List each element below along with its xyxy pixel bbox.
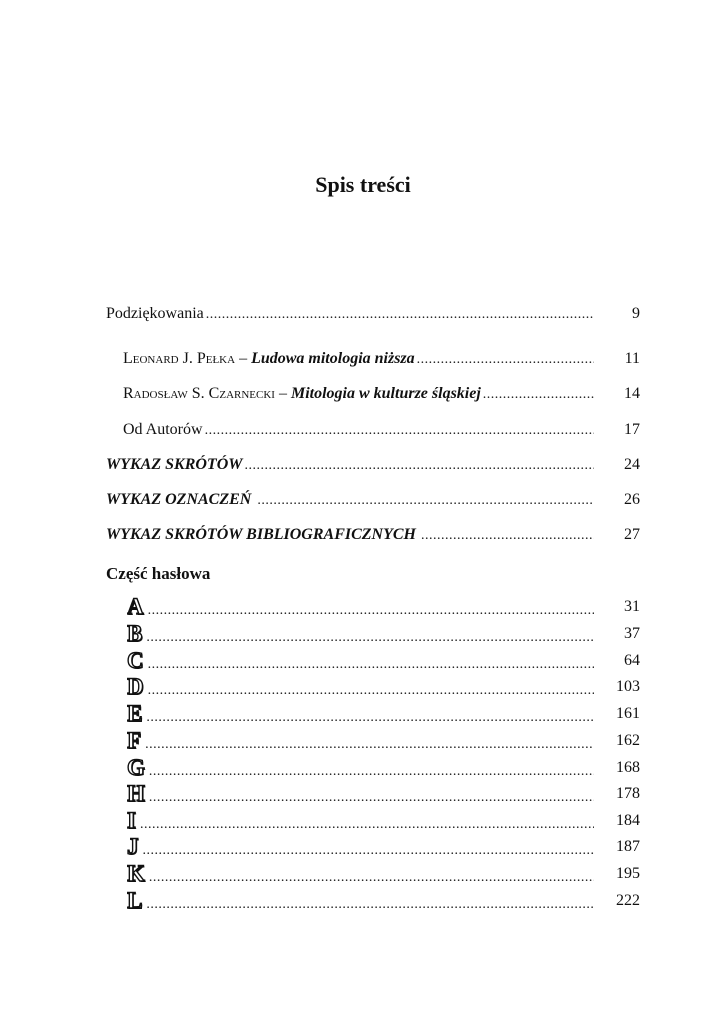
toc-page-number: 26 [624,491,640,508]
leader-dots [244,454,594,477]
toc-entry-letter-k[interactable] [0,862,726,886]
toc-page-number: 24 [624,456,640,473]
ornamental-letter: H [127,782,145,806]
leader-dots [149,866,594,886]
toc-author: Radosław S. Czarnecki [123,385,275,402]
toc-entry-letter-a[interactable] [0,595,726,619]
toc-page-number: 178 [616,785,640,802]
toc-author: Leonard J. Pełka [123,350,236,367]
leader-dots [146,893,594,913]
toc-entry-pelka[interactable] [0,347,726,371]
toc-entry-wykaz-oznaczen[interactable] [0,488,726,512]
leader-dots [421,524,594,547]
ornamental-letter: L [127,889,143,913]
toc-page-number: 103 [616,678,640,695]
toc-entry-label [123,347,415,371]
toc-page-number: 195 [616,865,640,882]
leader-dots [205,419,594,442]
leader-dots [206,303,594,326]
toc-entry-label: Od Autorów [123,421,203,438]
toc-entry-wykaz-skrotow[interactable] [0,453,726,477]
toc-entry-letter-b[interactable] [0,622,726,646]
toc-page-number: 9 [632,305,640,322]
toc-page-number: 168 [616,759,640,776]
section-title: Część hasłowa [106,564,211,583]
toc-entry-od-autorow[interactable] [0,418,726,442]
leader-dots [149,760,594,780]
ornamental-letter: G [127,756,145,780]
leader-dots [148,653,594,673]
toc-page-number: 162 [616,732,640,749]
ornamental-letter: F [127,729,142,753]
toc-page-number: 222 [616,892,640,909]
toc-page-number: 27 [624,526,640,543]
ornamental-letter: C [127,649,144,673]
toc-entry-label: WYKAZ OZNACZEŃ [106,491,252,508]
toc-entry-label [123,382,481,406]
leader-dots [257,489,594,512]
leader-dots [146,706,594,726]
leader-dots [483,383,594,406]
toc-page-number: 184 [616,812,640,829]
ornamental-letter: I [127,809,136,833]
toc-entry-letter-f[interactable] [0,729,726,753]
toc-entry-letter-j[interactable] [0,835,726,859]
toc-work-title: Ludowa mitologia niższa [251,350,415,367]
toc-entry-podziekowania[interactable] [0,302,726,326]
toc-work-title: Mitologia w kulturze śląskiej [290,385,481,402]
toc-page-number: 187 [616,838,640,855]
leader-dots [148,679,594,699]
leader-dots [417,348,594,371]
toc-entry-letter-c[interactable] [0,649,726,673]
toc-dash: – [274,385,291,402]
toc-dash: – [235,350,252,367]
toc-entry-letter-i[interactable] [0,809,726,833]
ornamental-letter: A [127,595,144,619]
toc-entry-czarnecki[interactable] [0,382,726,406]
toc-entry-letter-l[interactable] [0,889,726,913]
toc-page-number: 31 [624,598,640,615]
toc-entry-letter-e[interactable] [0,702,726,726]
toc-page-number: 37 [624,625,640,642]
ornamental-letter: E [127,702,143,726]
leader-dots [145,733,594,753]
leader-dots [146,626,594,646]
toc-entry-letter-h[interactable] [0,782,726,806]
ornamental-letter: B [127,622,143,646]
leader-dots [149,786,594,806]
leader-dots [143,839,595,859]
toc-entry-label: Podziękowania [106,305,204,322]
toc-entry-label: WYKAZ SKRÓTÓW [106,456,243,473]
toc-page-number: 64 [624,652,640,669]
ornamental-letter: J [127,835,139,859]
toc-entry-letter-g[interactable] [0,756,726,780]
toc-entry-label: WYKAZ SKRÓTÓW BIBLIOGRAFICZNYCH [106,526,416,543]
toc-page-number: 161 [616,705,640,722]
toc-entry-wykaz-skrotow-bibliograficznych[interactable] [0,523,726,547]
ornamental-letter: D [127,675,144,699]
leader-dots [148,599,594,619]
leader-dots [140,813,594,833]
ornamental-letter: K [127,862,145,886]
toc-page-number: 17 [624,421,640,438]
toc-entry-letter-d[interactable] [0,675,726,699]
page-title: Spis treści [315,172,411,197]
toc-page-number: 14 [624,385,640,402]
toc-page-number: 11 [624,350,640,367]
